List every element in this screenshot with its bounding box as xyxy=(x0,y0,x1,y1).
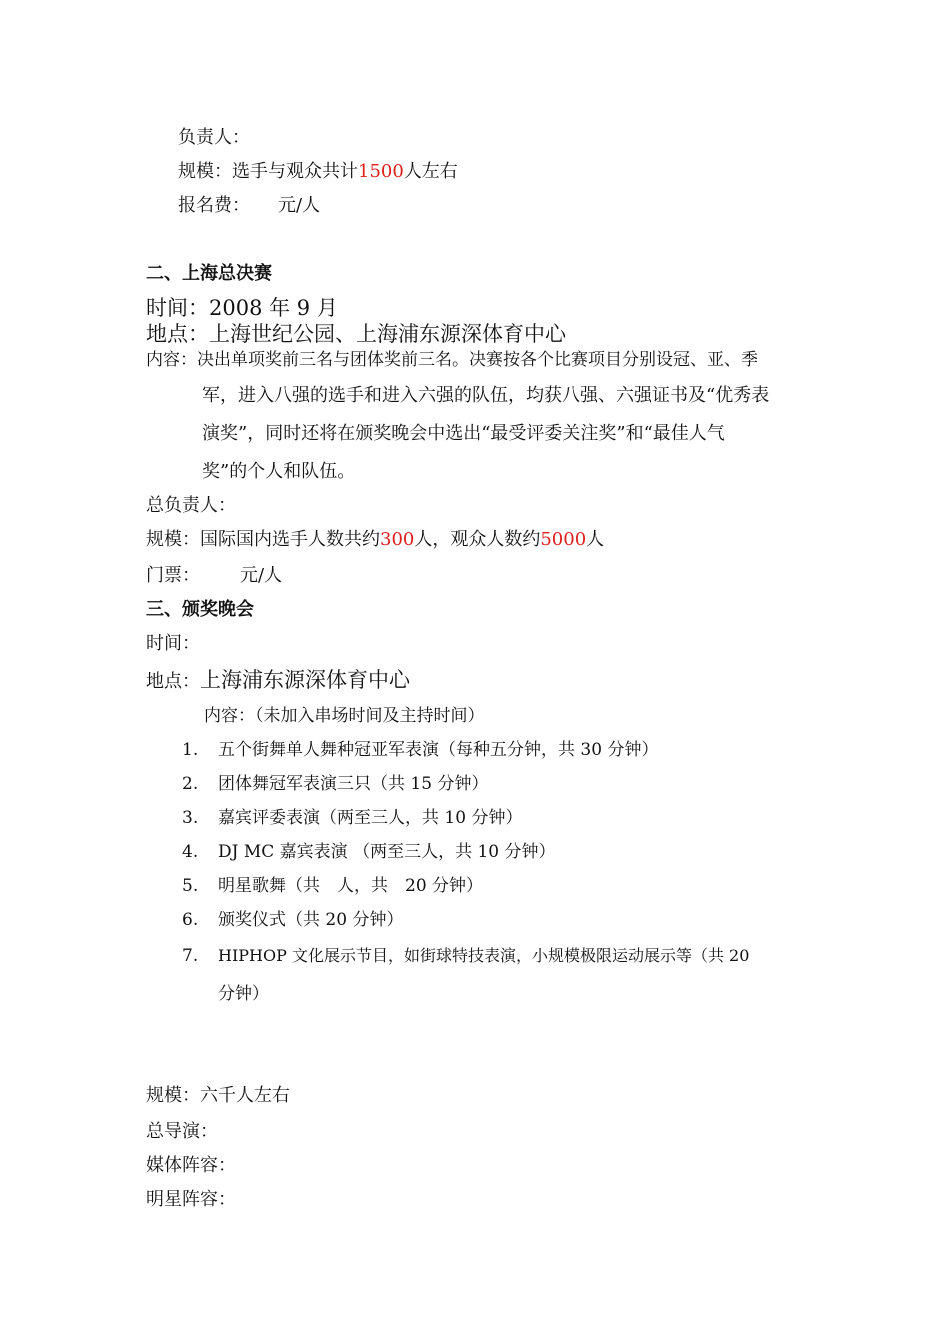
scale-line-1 xyxy=(178,160,458,184)
media-label: 媒体阵容： xyxy=(146,1155,236,1176)
list-item-number: 6. xyxy=(182,910,199,930)
fee-unit: 元/人 xyxy=(278,195,321,216)
audience-number: 5000 xyxy=(540,529,587,550)
scale2-prefix: 规模：国际国内选手人数共约 xyxy=(146,529,380,550)
section-heading-final: 二、上海总决赛 xyxy=(146,263,272,284)
list-item-text: 明星歌舞（共 人，共 20 分钟） xyxy=(218,876,484,896)
scale-line-2 xyxy=(146,528,604,552)
list-item-text: 团体舞冠军表演三只（共 15 分钟） xyxy=(218,774,489,794)
ceremony-scale: 规模：六千人左右 xyxy=(146,1085,290,1106)
final-place: 地点：上海世纪公园、上海浦东源深体育中心 xyxy=(146,322,566,346)
final-content-line-1: 内容：决出单项奖前三名与团体奖前三名。决赛按各个比赛项目分别设冠、亚、季 xyxy=(146,350,758,370)
list-item-text: DJ MC 嘉宾表演 （两至三人，共 10 分钟） xyxy=(218,842,556,862)
ceremony-place-label: 地点： xyxy=(146,671,200,692)
list-item-number: 4. xyxy=(182,842,199,862)
ceremony-place xyxy=(146,666,410,694)
scale2-mid: 人，观众人数约 xyxy=(414,529,541,550)
scale2-suffix: 人 xyxy=(586,529,605,550)
players-number: 300 xyxy=(380,529,415,550)
scale-prefix: 规模：选手与观众共计 xyxy=(178,161,358,182)
scale-number: 1500 xyxy=(358,161,404,182)
ceremony-content-label: 内容：（未加入串场时间及主持时间） xyxy=(204,706,485,726)
ceremony-time: 时间： xyxy=(146,633,200,654)
list-item-text: 嘉宾评委表演（两至三人，共 10 分钟） xyxy=(218,808,523,828)
ceremony-place-value: 上海浦东源深体育中心 xyxy=(200,668,410,692)
final-content-line-4: 奖”的个人和队伍。 xyxy=(202,461,356,482)
final-content-line-2: 军，进入八强的选手和进入六强的队伍，均获八强、六强证书及“优秀表 xyxy=(202,385,770,406)
section-heading-ceremony: 三、颁奖晚会 xyxy=(146,599,254,620)
chief-label: 总负责人： xyxy=(146,495,236,516)
list-item-text: HIPHOP 文化展示节目，如街球特技表演，小规模极限运动展示等（共 20 xyxy=(218,946,750,965)
list-item-text-continued: 分钟） xyxy=(218,984,269,1004)
list-item-number: 3. xyxy=(182,808,199,828)
list-item-number: 7. xyxy=(182,946,199,966)
ticket-label: 门票： xyxy=(146,565,200,586)
director-label: 总导演： xyxy=(146,1121,218,1142)
scale-suffix: 人左右 xyxy=(403,161,458,182)
stars-label: 明星阵容： xyxy=(146,1189,236,1210)
final-content-line-3: 演奖”，同时还将在颁奖晚会中选出“最受评委关注奖”和“最佳人气 xyxy=(202,423,725,444)
fee-line xyxy=(178,194,320,218)
fee-label: 报名费： xyxy=(178,195,250,216)
list-item-text: 颁奖仪式（共 20 分钟） xyxy=(218,910,404,930)
list-item-number: 1. xyxy=(182,740,199,760)
final-time: 时间：2008 年 9 月 xyxy=(146,296,338,320)
list-item-number: 5. xyxy=(182,876,199,896)
list-item-number: 2. xyxy=(182,774,199,794)
responsible-label: 负责人： xyxy=(178,127,250,148)
ticket-unit: 元/人 xyxy=(240,565,283,586)
ticket-line xyxy=(146,564,282,588)
list-item-text: 五个街舞单人舞种冠亚军表演（每种五分钟，共 30 分钟） xyxy=(218,740,659,760)
